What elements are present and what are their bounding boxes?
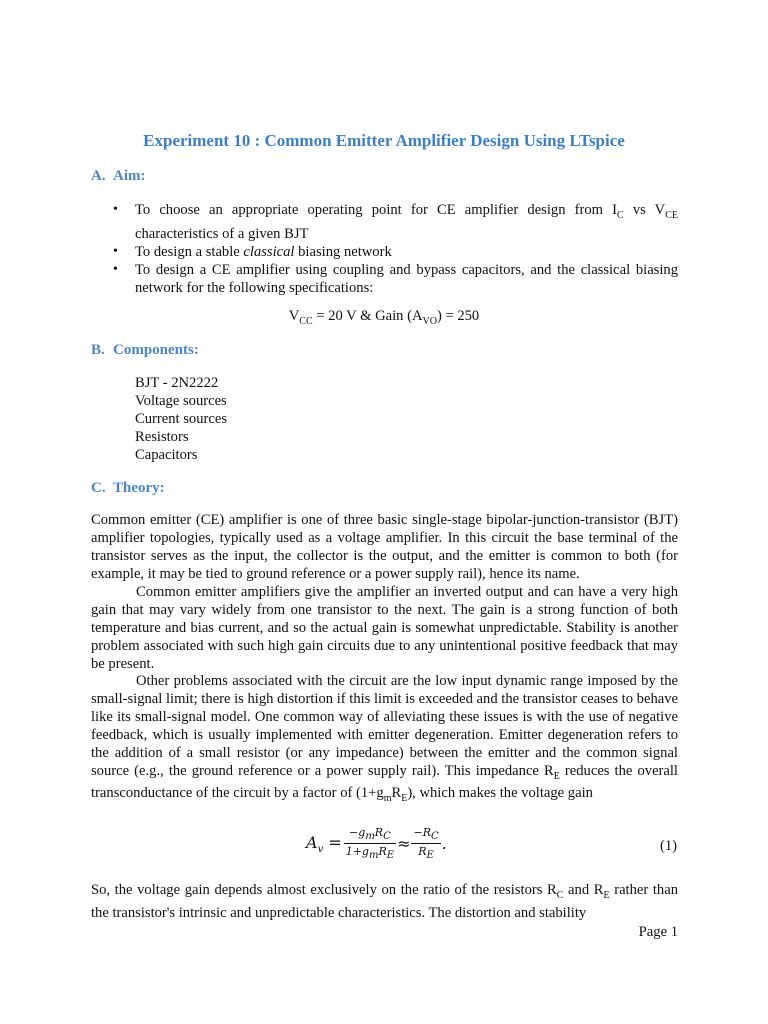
section-number: A. (91, 168, 106, 184)
section-heading-components (91, 342, 199, 359)
equation-number: (1) (660, 838, 678, 854)
section-heading-theory (91, 480, 165, 497)
paragraph: Common emitter (CE) amplifier is one of three basic single-stage bipolar-junction-transistor (BJT) amplifier topologies, typically used as a voltage amplifier. In this circuit the base terminal of the transistor serves as the input, the collector is the output, and the emitter is common to both (for example, it may be tied to ground reference or a power supply rail), hence its name. (91, 512, 678, 582)
section-number: B. (91, 342, 105, 358)
spec-formula: $V_{CC} = 20$ V & Gain $(A_{VO}) = 250$ (288, 308, 480, 327)
list-item: • To design a stable classical biasing network (113, 243, 678, 261)
list-item: Current sources (135, 411, 227, 427)
section-title: Aim: (113, 168, 146, 184)
list-item: Voltage sources (135, 393, 227, 409)
page-number: Page 1 (638, 924, 678, 940)
paragraph: Common emitter amplifiers give the amplifier an inverted output and can have a very high gain that may vary widely from one transistor to the next. The gain is a strong function of both temperature and bias current, and so the actual gain is somewhat unpredictable. Stability is another problem associated with such high gain circuits due to any unintentional positive feedback that may be present. (91, 584, 678, 672)
section-heading-aim (91, 168, 146, 185)
list-item: • To design a CE amplifier using coupling and bypass capacitors, and the classical biasing network for the following specifications: (113, 261, 678, 297)
section-number: C. (91, 480, 106, 496)
components-list (135, 374, 227, 464)
paragraph: So, the voltage gain depends almost exclusively on the ratio of the resistors $R_C$ and $R_E$ rather than the transistor's intrinsic and unpredictable characteristics. The distortion and stability (91, 882, 678, 921)
list-item: • To choose an appropriate operating point for CE amplifier design from $I_C$ vs $V_{CE}$ characteristics of a given BJT (113, 201, 678, 243)
aim-bullet-list (113, 201, 678, 297)
equation: $A_v$ = $-g_mR_C$ ≈ $-R_C$ . $1+g_mR_E$ $R_E$ (306, 826, 447, 862)
list-item: BJT - 2N2222 (135, 375, 219, 391)
page-title: Experiment 10 : Common Emitter Amplifier Design Using LTspice (143, 131, 625, 150)
list-item: Capacitors (135, 447, 198, 463)
section-title: Components: (113, 342, 199, 358)
paragraph: Other problems associated with the circuit are the low input dynamic range imposed by the small-signal limit; there is high distortion if this limit is exceeded and the transistor ceases to behave like its small-signal model. One common way of alleviating these issues is with the use of negative feedback, which is usually implemented with emitter degeneration. Emitter degeneration refers to the addition of a small resistor (or any impedance) between the emitter and the common signal source (e.g., the ground reference or a power supply rail). This impedance $R_E$ reduces the overall transconductance of the circuit by a factor of $(1+g_mR_E)$, which makes the voltage gain (91, 673, 678, 805)
list-item: Resistors (135, 429, 189, 445)
section-title: Theory: (113, 480, 165, 496)
